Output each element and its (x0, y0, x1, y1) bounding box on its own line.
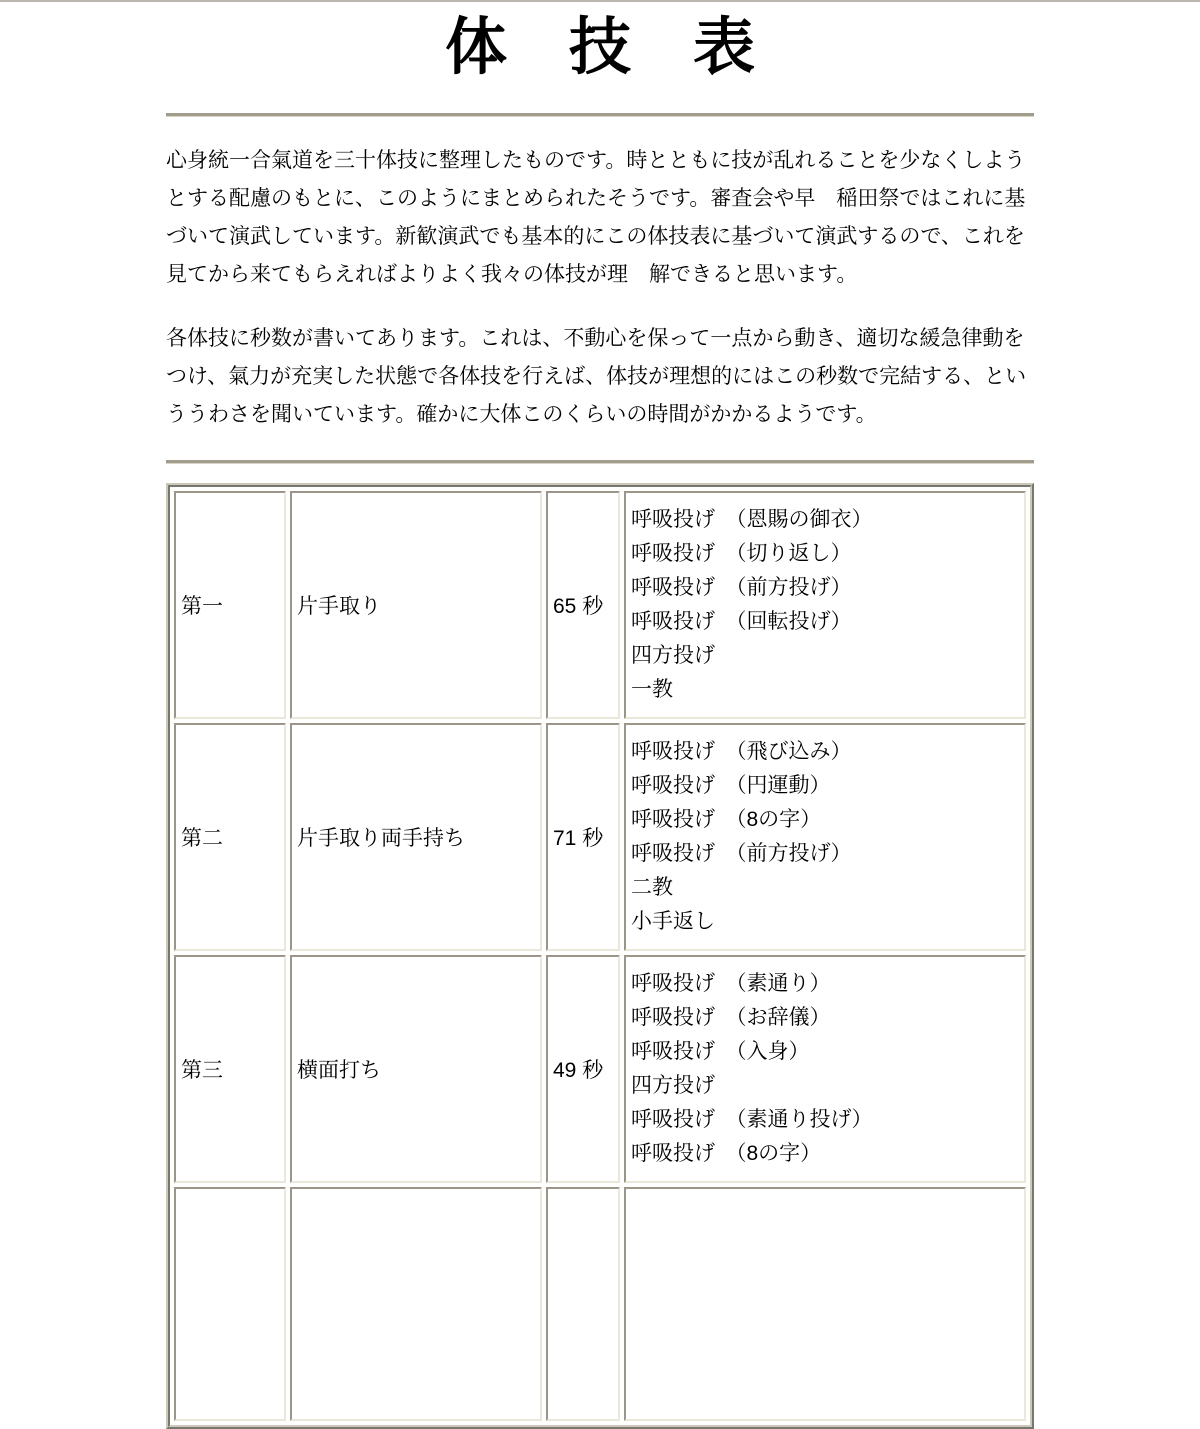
technique-item: 呼吸投げ （切り返し） (631, 542, 852, 566)
table-row (174, 1187, 1026, 1421)
technique-item: 呼吸投げ （円運動） (631, 774, 831, 798)
table-row (174, 955, 1026, 1183)
technique-item: 呼吸投げ （8の字） (631, 808, 822, 832)
technique-item: 呼吸投げ （前方投げ） (631, 842, 852, 866)
technique-item: 呼吸投げ （前方投げ） (631, 576, 852, 600)
technique-item: 呼吸投げ （入身） (631, 1040, 810, 1064)
table-row (174, 491, 1026, 719)
techniques-cell (624, 723, 1026, 951)
techniques-cell (624, 491, 1026, 719)
row-number-cell: 第三 (174, 955, 286, 1183)
time-cell: 71 秒 (546, 723, 620, 951)
intro-paragraph-1: 心身統一合氣道を三十体技に整理したものです。時とともに技が乱れることを少なくしようとする配慮のもとに、このようにまとめられたそうです。審査会や早 稲田祭ではこれに基づいて演武しています。新歓演武でも基本的にこの体技表に基づいて演武するので、これを見てから来てもらえればよりよく我々の体技が理 解できると思います。 (166, 149, 1026, 287)
technique-item: 呼吸投げ （素通り投げ） (631, 1108, 873, 1132)
technique-item: 呼吸投げ （回転投げ） (631, 610, 852, 634)
page (166, 12, 1034, 1429)
attack-cell (290, 1187, 542, 1421)
technique-item: 小手返し (631, 910, 715, 934)
technique-item: 呼吸投げ （恩賜の御衣） (631, 508, 873, 532)
technique-item: 呼吸投げ （8の字） (631, 1142, 822, 1166)
technique-item: 四方投げ (631, 1074, 715, 1098)
divider-top (166, 113, 1034, 116)
page-top-edge (0, 0, 1200, 2)
technique-item: 四方投げ (631, 644, 715, 668)
technique-item: 呼吸投げ （素通り） (631, 972, 831, 996)
row-number-cell (174, 1187, 286, 1421)
time-cell: 65 秒 (546, 491, 620, 719)
technique-item: 二教 (631, 876, 673, 900)
divider-table (166, 460, 1034, 463)
technique-item: 呼吸投げ （飛び込み） (631, 740, 852, 764)
table-row (174, 723, 1026, 951)
techniques-table (166, 483, 1034, 1429)
attack-cell: 片手取り両手持ち (290, 723, 542, 951)
time-cell (546, 1187, 620, 1421)
attack-cell: 片手取り (290, 491, 542, 719)
techniques-cell (624, 1187, 1026, 1421)
attack-cell: 横面打ち (290, 955, 542, 1183)
technique-item: 一教 (631, 678, 673, 702)
row-number-cell: 第一 (174, 491, 286, 719)
techniques-table-body (174, 491, 1026, 1421)
page-title: 体 技 表 (444, 13, 755, 82)
time-cell: 49 秒 (546, 955, 620, 1183)
technique-item: 呼吸投げ （お辞儀） (631, 1006, 831, 1030)
row-number-cell: 第二 (174, 723, 286, 951)
techniques-cell (624, 955, 1026, 1183)
intro-paragraph-2: 各体技に秒数が書いてあります。これは、不動心を保って一点から動き、適切な緩急律動をつけ、氣力が充実した状態で各体技を行えば、体技が理想的にはこの秒数で完結する、といううわさを聞いています。確かに大体このくらいの時間がかかるようです。 (166, 327, 1027, 427)
